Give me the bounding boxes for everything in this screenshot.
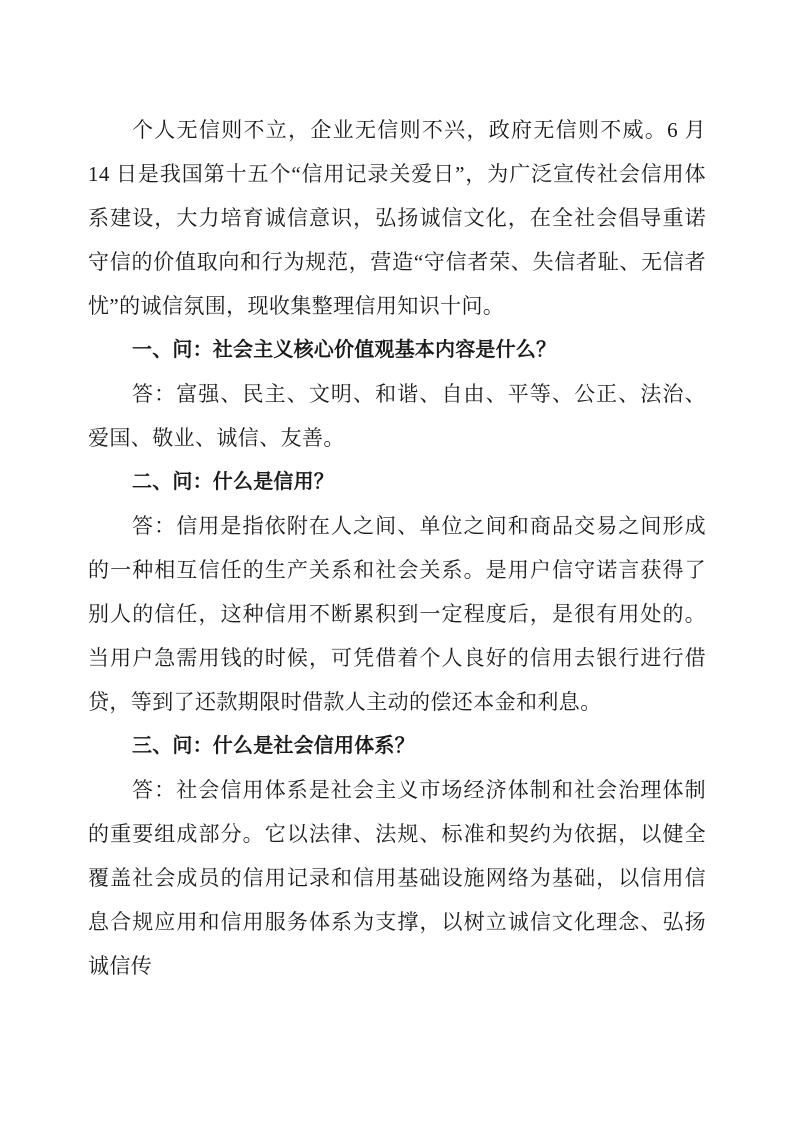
document-body: [88, 108, 706, 988]
answer-paragraph-1: 答：富强、民主、文明、和谐、自由、平等、公正、法治、爱国、敬业、诚信、友善。: [88, 382, 706, 450]
question-heading-1: 一、问：社会主义核心价值观基本内容是什么？: [132, 339, 557, 361]
answer-paragraph-2: 答：信用是指依附在人之间、单位之间和商品交易之间形成的一种相互信任的生产关系和社会关系。是用户信守诺言获得了别人的信任，这种信用不断累积到一定程度后，是很有用处的。当用户急需用钱的时候，可凭借着个人良好的信用去银行进行借贷，等到了还款期限时借款人主动的偿还本金和利息。: [88, 514, 706, 714]
question-heading-2: 二、问：什么是信用？: [132, 471, 334, 493]
intro-paragraph: 个人无信则不立，企业无信则不兴，政府无信则不威。6 月 14 日是我国第十五个“信用记录关爱日”，为广泛宣传社会信用体系建设，大力培育诚信意识，弘扬诚信文化，在全社会倡导重诺守信的价值取向和行为规范，营造“守信者荣、失信者耻、无信者忧”的诚信氛围，现收集整理信用知识十问。: [88, 118, 706, 318]
answer-paragraph-3: 答：社会信用体系是社会主义市场经济体制和社会治理体制的重要组成部分。它以法律、法规、标准和契约为依据，以健全覆盖社会成员的信用记录和信用基础设施网络为基础，以信用信息合规应用和信用服务体系为支撑，以树立诚信文化理念、弘扬诚信传: [88, 778, 706, 978]
question-heading-3: 三、问：什么是社会信用体系？: [132, 735, 415, 757]
